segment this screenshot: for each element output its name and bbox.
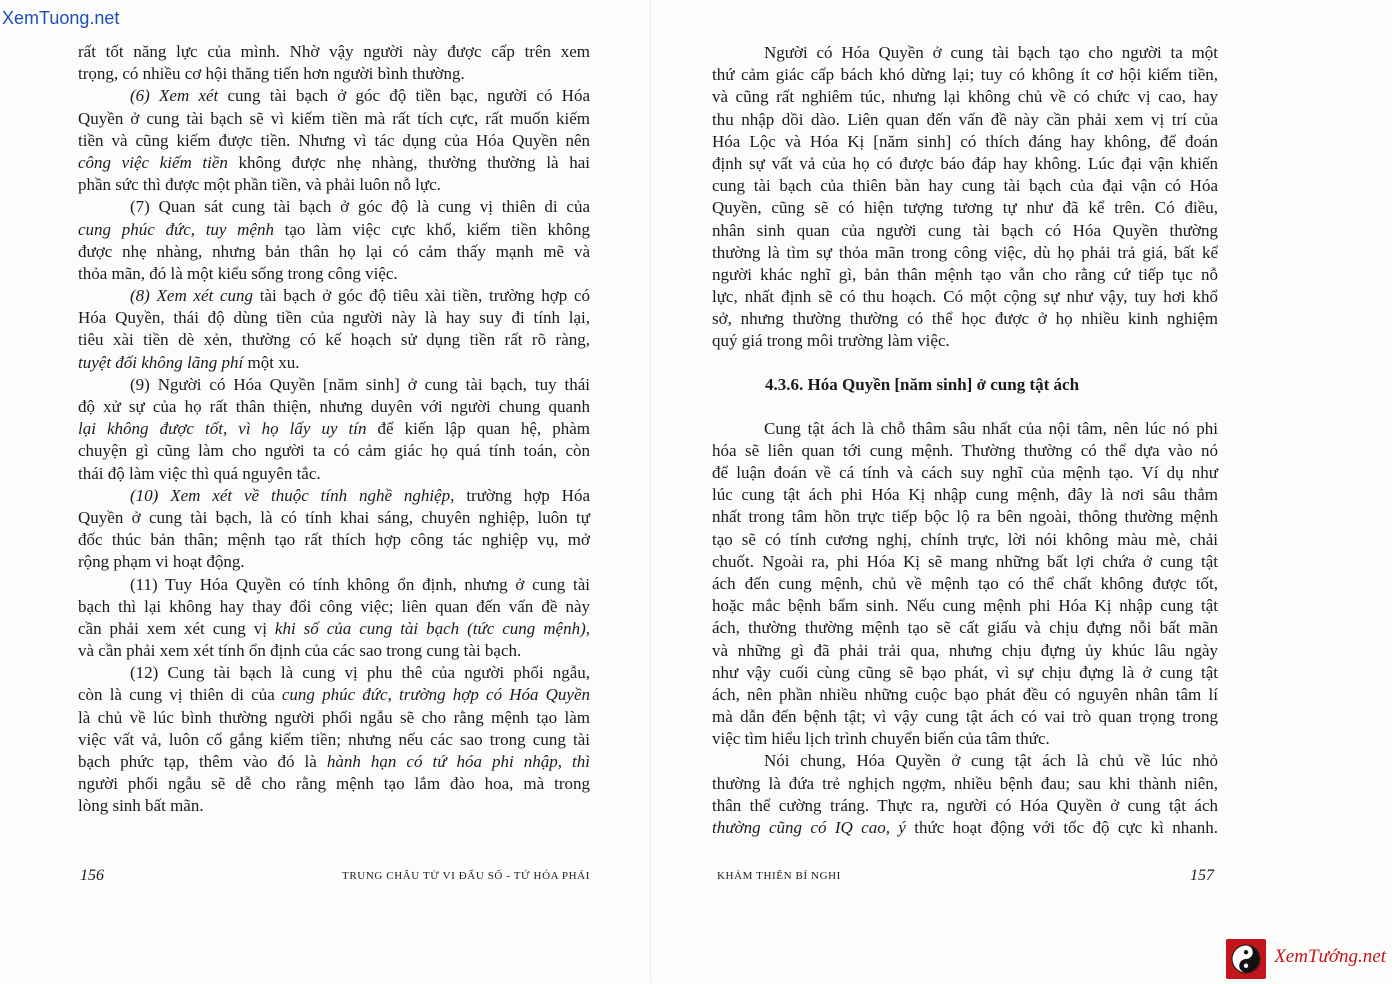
running-title: TRUNG CHÂU TỬ VI ĐẨU SỐ - TỨ HÓA PHÁI: [342, 870, 590, 882]
text-run: cần phải xem xét cung vị: [78, 618, 275, 638]
text-line: [78, 795, 590, 817]
text-line: [712, 484, 1218, 506]
left-page-text: [78, 41, 590, 818]
text-line: [78, 551, 590, 573]
text-run: người khác nghĩ gì, bản thân mệnh tạo vẫn cho rằng cứ tiếp tục nỗ: [712, 264, 1218, 284]
text-run: và cũng rất nghiêm túc, nhưng lại không chủ về có chức vị cao, hay: [712, 87, 1218, 107]
text-run: người phối ngẫu sẽ dễ cho rằng mệnh tạo lắm đào hoa, mà trong: [78, 774, 590, 794]
text-run: và những gì đã phải trải qua, nhưng chịu đựng ủy khúc lâu ngày: [712, 640, 1218, 660]
text-line: [712, 109, 1218, 131]
italic-text: (10) Xem xét về thuộc tính nghề nghiệp,: [130, 485, 455, 505]
text-run: (9) Người có Hóa Quyền [năm sinh] ở cung tài bạch, tuy thái: [130, 374, 590, 394]
text-line: [78, 440, 590, 462]
text-line: [712, 308, 1218, 330]
text-line: [78, 241, 590, 263]
text-line: [78, 662, 590, 684]
text-line: [78, 85, 590, 107]
text-run: rộng phạm vi hoạt động.: [78, 552, 245, 572]
paragraph: [712, 42, 1218, 353]
text-line: [78, 219, 590, 241]
italic-text: cung phúc đức, trường hợp có Hóa Quyền: [281, 685, 590, 705]
text-run: (12) Cung tài bạch là cung vị phu thê của người phối ngẫu,: [130, 663, 590, 683]
italic-text: tuyệt đối không lãng phí: [78, 352, 244, 372]
text-run: ách đến cung mệnh, chủ về mệnh tạo có thể chất không được tốt,: [712, 573, 1218, 593]
text-run: tiêu xài tiền dè xẻn, thường có kế hoạch sử dụng tiền rất rõ ràng,: [78, 330, 590, 350]
text-run: Nói chung, Hóa Quyền ở cung tật ách là chủ về lúc nhỏ: [764, 751, 1218, 771]
italic-text: thường cũng có IQ cao, ý: [712, 818, 906, 837]
text-line: [712, 529, 1218, 551]
text-line: [712, 175, 1218, 197]
text-run: Người có Hóa Quyền ở cung tài bạch tạo cho người ta một: [764, 43, 1218, 62]
paragraph: [78, 662, 590, 817]
text-run: độ xử sự của họ rất thân thiện, nhưng duyên với người chung quanh: [78, 397, 590, 416]
text-run: quý giá trong môi trường làm việc.: [712, 331, 950, 351]
site-watermark: XemTuong.net: [2, 8, 120, 28]
text-line: [78, 285, 590, 307]
text-line: [78, 463, 590, 485]
text-run: nhân sinh quan của người cung tài bạch có Hóa Quyền thường: [712, 220, 1218, 240]
italic-text: (6) Xem xét: [130, 86, 219, 106]
text-line: [712, 64, 1218, 86]
text-line: [712, 153, 1218, 175]
text-run: Cung tật ách là chỗ thâm sâu nhất của nội tâm, nên lúc nó phi: [764, 418, 1218, 438]
text-run: thái độ làm việc thì quá nguyên tắc.: [78, 463, 321, 483]
text-line: [712, 617, 1218, 639]
page-gutter: [650, 0, 651, 983]
page-number: 157: [1190, 867, 1214, 884]
text-line: [712, 86, 1218, 108]
text-line: [712, 330, 1218, 352]
text-run: Quyền ở cung tài bạch sẽ vì kiếm tiền mà rất tích cực, rất muốn kiếm: [78, 108, 590, 128]
text-run: Hóa Lộc và Hóa Kị [năm sinh] có thích đáng hay không, để đoán: [712, 131, 1218, 151]
text-run: (7) Quan sát cung tài bạch ở góc độ là cung vị thiên di của: [130, 197, 590, 217]
text-run: rất tốt năng lực của mình. Nhờ vậy người này được cấp trên xem: [78, 42, 590, 61]
text-run: việc vất vả, luôn cố gắng kiếm tiền; nhưng nếu các sao trong cung tài: [78, 729, 590, 749]
text-line: [712, 506, 1218, 528]
text-line: [712, 728, 1218, 750]
text-run: là chủ về lúc bình thường người phối ngẫu sẽ cho rằng mệnh tạo làm: [78, 707, 590, 727]
text-line: [78, 108, 590, 130]
text-line: [78, 374, 590, 396]
text-line: [78, 485, 590, 507]
text-line: [712, 684, 1218, 706]
text-line: [78, 596, 590, 618]
text-run: không được nhẹ nhàng, thường thường là hai: [227, 152, 590, 172]
text-line: [712, 440, 1218, 462]
text-run: thỏa mãn, đó là một kiểu sống trong công việc.: [78, 263, 398, 283]
text-line: [78, 263, 590, 285]
text-line: [78, 329, 590, 351]
text-run: lực, nhất định sẽ có thu hoạch. Có một cộng sự như vậy, tuy hơi khổ: [712, 287, 1218, 307]
text-line: [78, 41, 590, 63]
text-run: một xu.: [243, 352, 300, 372]
text-run: (11) Tuy Hóa Quyền có tính không ổn định, nhưng ở cung tài: [130, 574, 590, 594]
text-run: tạo sẽ có tính cương nghị, chính trực, lời nói không màu mè, chải: [712, 529, 1218, 549]
text-line: [78, 174, 590, 196]
text-run: thu nhập dồi dào. Liên quan đến vấn đề này cần phải xem vị trí của: [712, 109, 1218, 129]
text-run: thường là đứa trẻ nghịch ngợm, nhiều bệnh đau; sau khi thành niên,: [712, 773, 1218, 793]
paragraph: [712, 418, 1218, 751]
italic-text: cung phúc đức, tuy mệnh: [78, 219, 274, 239]
text-run: sở, nhưng thường thường có thể học được ở họ nhiều kinh nghiệm: [712, 309, 1218, 329]
paragraph: [712, 750, 1218, 839]
text-run: hóa sẽ liên quan tới cung mệnh. Thường thường có thể dựa vào nó: [712, 440, 1218, 460]
text-line: [78, 640, 590, 662]
text-line: [712, 286, 1218, 308]
paragraph: [78, 374, 590, 485]
text-run: tạo làm việc cực khổ, kiếm tiền không: [273, 219, 590, 239]
text-line: [712, 220, 1218, 242]
text-line: [78, 63, 590, 85]
section-heading: 4.3.6. Hóa Quyền [năm sinh] ở cung tật ách: [765, 374, 1080, 394]
logo-text: XemTướng.net: [1274, 946, 1386, 967]
text-line: [78, 618, 590, 640]
text-run: thường là tìm sự thỏa mãn trong công việc, dù họ phải trả giá, bất kể: [712, 242, 1218, 262]
text-line: [712, 573, 1218, 595]
text-line: [712, 551, 1218, 573]
text-line: [78, 130, 590, 152]
text-line: [78, 152, 590, 174]
text-line: [78, 529, 590, 551]
paragraph: [78, 196, 590, 285]
text-run: lòng sinh bất mãn.: [78, 796, 204, 816]
text-line: [78, 729, 590, 751]
text-line: [712, 773, 1218, 795]
text-line: [712, 795, 1218, 817]
text-run: tiền và cũng kiếm được tiền. Nhưng vì tác dụng của Hóa Quyền nên: [78, 130, 590, 150]
text-run: đốc thúc bản thân; mệnh tạo rất thích hợp công tác nghiệp vụ, mở: [78, 530, 590, 550]
text-run: Quyền ở cung tài bạch, là có tính khai sáng, chuyên nghiệp, luôn tự: [78, 507, 590, 527]
text-line: [78, 196, 590, 218]
running-title: KHẢM THIÊN BÍ NGHI: [717, 870, 841, 882]
text-line: [712, 42, 1218, 64]
right-page-text: [712, 42, 1218, 839]
paragraph: [78, 85, 590, 196]
paragraph: [78, 574, 590, 663]
text-line: [78, 751, 590, 773]
text-run: cung tài bạch ở góc độ tiền bạc, người có Hóa: [218, 86, 591, 106]
text-line: [78, 307, 590, 329]
text-run: ách, thường thường mệnh tạo sẽ cất giấu và chịu đựng nỗi bất mãn: [712, 618, 1218, 638]
text-run: trọng, có nhiều cơ hội thăng tiến hơn người bình thường.: [78, 64, 465, 84]
text-run: thân thể cường tráng. Thực ra, người có Hóa Quyền ở cung tật ách: [712, 795, 1218, 815]
text-run: ách, nên phần nhiều những cuộc bạo phát đều có nguyên nhân tâm lí: [712, 684, 1218, 704]
text-run: chuyện gì cũng làm cho người ta có cảm giác họ quá tính toán, còn: [78, 441, 590, 461]
text-line: [712, 462, 1218, 484]
italic-text: (8) Xem xét cung: [130, 286, 254, 306]
text-line: [78, 352, 590, 374]
text-line: [712, 662, 1218, 684]
text-run: Hóa Quyền, thái độ dùng tiền của người này là hay suy đi tính lại,: [78, 308, 590, 328]
text-run: như vậy cuối cùng cũng sẽ bạo phát, vì sự chịu đựng là ở cung tật: [712, 662, 1218, 682]
text-line: [712, 264, 1218, 286]
text-run: mà dẫn đến bệnh tật; vì vậy cung tật ách có vai trò quan trọng trong: [712, 707, 1218, 727]
text-line: [712, 197, 1218, 219]
text-run: còn là cung vị thiên di của: [78, 685, 282, 705]
italic-text: lại không được tốt, vì họ lấy uy tín: [78, 419, 367, 439]
text-line: [712, 750, 1218, 772]
text-run: cung tài bạch của thiên bàn hay cung tài bạch của đại vận có Hóa: [712, 176, 1218, 196]
text-run: chuốt. Ngoài ra, phi Hóa Kị sẽ mang những bất lợi chứa ở cung tật: [712, 551, 1218, 571]
italic-text: công việc kiếm tiền: [78, 152, 228, 172]
text-line: [712, 131, 1218, 153]
paragraph: [78, 485, 590, 574]
text-line: [78, 507, 590, 529]
text-line: [712, 640, 1218, 662]
text-run: định sự vất vả của họ có được báo đáp hay không. Lúc đại vận khiến: [712, 153, 1218, 173]
text-line: [78, 684, 590, 706]
text-run: bạch thì lại không hay thay đổi công việc; liên quan đến vấn đề này: [78, 596, 590, 616]
text-run: được nhẹ nhàng, nhưng bản thân họ lại có cảm thấy mạnh mẽ và: [78, 241, 590, 261]
text-run: thức hoạt động với tốc độ cực kì nhanh.: [905, 818, 1218, 837]
text-run: phần sức thì được một phần tiền, và phải luôn nỗ lực.: [78, 175, 441, 195]
paragraph: [78, 41, 590, 85]
page-number: 156: [80, 867, 104, 884]
text-run: nhất trong tâm hồn trực tiếp bộc lộ ra bên ngoài, thông thường mệnh: [712, 507, 1218, 527]
yin-yang-icon: [1226, 939, 1266, 979]
text-run: để kiến lập quan hệ, phàm: [366, 419, 590, 439]
text-run: bạch phức tạp, thêm vào đó là: [78, 752, 327, 771]
text-run: việc tìm hiểu lịch trình chuyển biến của tâm thức.: [712, 729, 1050, 749]
text-line: [78, 773, 590, 795]
paragraph: [78, 285, 590, 374]
text-line: [712, 242, 1218, 264]
text-line: [78, 574, 590, 596]
text-line: [78, 396, 590, 418]
text-line: [712, 418, 1218, 440]
text-run: trường hợp Hóa: [454, 485, 590, 505]
text-run: hoặc mắc bệnh bẩm sinh. Nếu cung mệnh phi Hóa Kị nhập cung tật: [712, 596, 1218, 616]
text-line: [78, 418, 590, 440]
text-line: [78, 707, 590, 729]
text-run: thứ cảm giác cấp bách khó dừng lại; tuy có không ít cơ hội kiếm tiền,: [712, 65, 1218, 85]
text-run: Quyền, cũng sẽ có hiện tượng tương tự như đã kể trên. Có điều,: [712, 198, 1218, 218]
italic-text: khi số của cung tài bạch (tức cung mệnh),: [274, 618, 590, 638]
text-line: [712, 817, 1218, 839]
text-line: [712, 706, 1218, 728]
italic-text: hành hạn có tứ hóa phi nhập, thì: [326, 752, 590, 771]
text-run: để luận đoán về cá tính và cách suy nghĩ của mệnh tạo. Ví dụ như: [712, 463, 1218, 482]
text-line: [712, 595, 1218, 617]
text-run: và cần phải xem xét tính ổn định của các sao trong cung tài bạch.: [78, 641, 522, 661]
text-run: lúc cung tật ách phi Hóa Kị nhập cung mệnh, đây là nơi sâu thẳm: [712, 485, 1218, 505]
text-run: tài bạch ở góc độ tiêu xài tiền, trường hợp có: [253, 286, 591, 306]
